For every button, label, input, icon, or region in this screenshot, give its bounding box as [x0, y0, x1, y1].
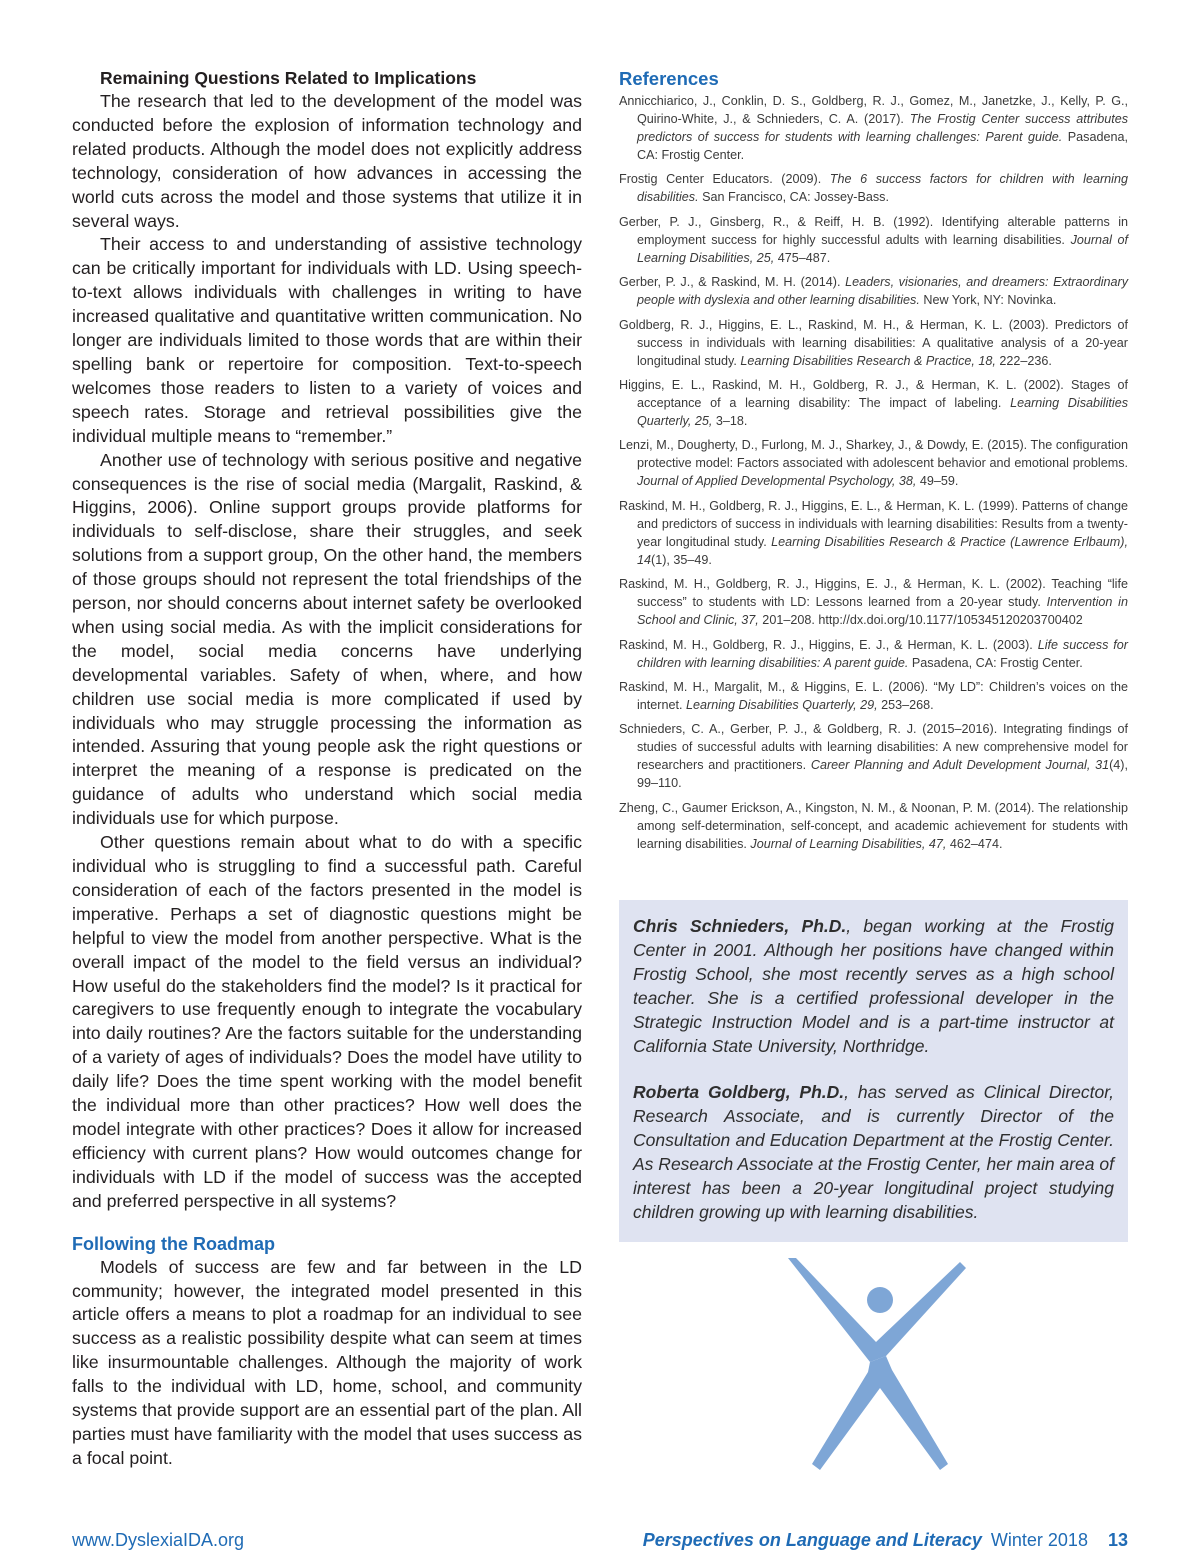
reference-item [619, 799, 1128, 853]
author-bio [633, 1080, 1114, 1224]
reference-source: Leaders, visionaries, and dreamers: Extraordinary people with dyslexia and other learning disabilities. [637, 275, 1129, 308]
reference-tail: New York, NY: Novinka. [919, 293, 1057, 308]
reference-item [619, 273, 1128, 309]
website-link[interactable]: www.DyslexiaIDA.org [72, 1530, 245, 1550]
page-number: 13 [1107, 1530, 1128, 1550]
reference-text: Goldberg, R. J., Higgins, E. L., Raskind, M. H., & Herman, K. L. (2003). Predictors of success in individuals with learning disabilities: A qualitative analysis of a 20-year longitudinal study. [619, 317, 1128, 368]
author-bio-box [619, 900, 1128, 1242]
footer-publication-info [643, 1530, 1128, 1551]
reference-source: Learning Disabilities Research & Practice, 18, [740, 353, 996, 368]
reference-tail: 222–236. [995, 353, 1052, 368]
section-heading: Following the Roadmap [72, 1233, 275, 1254]
reference-tail: 201–208. http://dx.doi.org/10.1177/105345120203700402 [758, 613, 1083, 628]
body-paragraph: Another use of technology with serious positive and negative consequences is the rise of social media (Margalit, Raskind, & Higgins, 2006). Online support groups provide platforms for individuals to self-disclose, share their struggles, and seek solutions from a support group, On the other hand, the members of those groups should not represent the total friendships of the person, nor should concerns about internet safety be overlooked when using social media. As with the implicit considerations for the model, social media concerns have underlying developmental variables. Safety of when, where, and how children use social media is more complicated if used by individuals who may struggle processing the information as intended. Assuring that young people ask the right questions or interpret the meaning of a response is predicated on the guidance of adults who understand which social media individuals use for which purpose. [72, 449, 582, 829]
reference-source: Intervention in School and Clinic, 37, [637, 595, 1128, 628]
reference-source: Learning Disabilities Quarterly, 25, [637, 395, 1128, 428]
reference-item [619, 636, 1128, 672]
body-paragraph: Their access to and understanding of assistive technology can be critically important for individuals with LD. Using speech-to-text allows individuals with challenges in writing to have increased qualitative and quantitative written communication. No longer are individuals limited to those words that are within their spelling bank or repertoire for composition. Text-to-speech welcomes those readers to listen to a variety of voices and speech rates. Storage and retrieval possibilities give the individual multiple means to “remember.” [72, 234, 582, 446]
reference-tail: 49–59. [916, 474, 959, 489]
reference-text: Raskind, M. H., Goldberg, R. J., Higgins, E. L., & Herman, K. L. (1999). Patterns of change and predictors of success in individuals with learning disabilities: Results from a twenty-year longitudinal study. [619, 498, 1128, 549]
reference-item [619, 720, 1128, 792]
reference-source: Learning Disabilities Research & Practice (Lawrence Erlbaum), 14 [637, 534, 1128, 567]
reference-item [619, 376, 1128, 430]
reference-item [619, 92, 1128, 164]
author-bio [633, 914, 1114, 1058]
reference-text: Raskind, M. H., Goldberg, R. J., Higgins, E. J., & Herman, K. L. (2003). [619, 637, 1038, 652]
references-heading: References [619, 68, 719, 89]
reference-tail: Pasadena, CA: Frostig Center. [908, 655, 1083, 670]
reference-item [619, 316, 1128, 370]
page-footer [72, 1530, 1128, 1554]
reference-item [619, 497, 1128, 569]
reference-tail: Pasadena, CA: Frostig Center. [637, 130, 1128, 162]
reference-text: Raskind, M. H., Margalit, M., & Higgins, E. L. (2006). “My LD”: Children’s voices on the internet. [619, 679, 1128, 712]
reference-source: Journal of Learning Disabilities, 25, [637, 232, 1128, 265]
reference-source: Career Planning and Adult Development Journal, 31 [810, 758, 1110, 773]
reference-tail: 3–18. [712, 413, 748, 428]
reference-text: Annicchiarico, J., Conklin, D. S., Goldberg, R. J., Gomez, M., Janetzke, J., Kelly, P. G., Quirino-White, J., & Schnieders, C. A. (2017). [619, 94, 1128, 126]
reference-source: Life success for children with learning disabilities: A parent guide. [637, 637, 1128, 670]
reference-tail: 475–487. [774, 250, 831, 265]
author-name: Chris Schnieders, Ph.D. [633, 916, 847, 936]
reference-source: Journal of Learning Disabilities, 47, [750, 836, 947, 851]
reference-text: Raskind, M. H., Goldberg, R. J., Higgins, E. J., & Herman, K. L. (2002). Teaching “life success” to students with LD: Lessons learned from a 20-year study. [619, 577, 1128, 610]
reference-item [619, 575, 1128, 629]
reference-text: Zheng, C., Gaumer Erickson, A., Kingston, N. M., & Noonan, P. M. (2014). The relationship among self-determination, self-concept, and academic achievement for students with learning disabilities. [619, 800, 1128, 851]
publication-title: Perspectives on Language and Literacy [642, 1530, 982, 1550]
body-paragraph: Other questions remain about what to do with a specific individual who is struggling to find a successful path. Careful consideration of each of the factors presented in the model is imperative. Perhaps a set of diagnostic questions might be helpful to view the model from another perspective. What is the overall impact of the model to the field versus an individual? How useful do the stakeholders find the model? Is it practical for caregivers to use frequently enough to integrate the vocabulary into daily routines? Are the factors suitable for the understanding of a variety of ages of individuals? Does the model have utility to daily life? Does the time spent working with the model benefit the individual more than other practices? How well does the model integrate with other practices? Does it allow for increased efficiency with current plans? How would outcomes change for individuals with LD if the model of success was the accepted and preferred perspective in all systems? [72, 832, 582, 1211]
references-column [619, 66, 1128, 859]
reference-item [619, 170, 1128, 206]
author-name: Roberta Goldberg, Ph.D. [633, 1082, 845, 1102]
reference-tail: 462–474. [946, 836, 1003, 851]
reference-text: Schnieders, C. A., Gerber, P. J., & Goldberg, R. J. (2015–2016). Integrating findings of studies of successful adults with learning disabilities: A new comprehensive model for researchers and practitioners. [619, 722, 1128, 773]
reference-text: Gerber, P. J., & Raskind, M. H. (2014). [619, 275, 846, 290]
body-paragraph: The research that led to the development of the model was conducted before the explosion of information technology and related products. Although the model does not explicitly address technology, consideration of how advances in accessing the world cuts across the model and those systems that utilize it in several ways. [72, 91, 582, 231]
reference-source: Journal of Applied Developmental Psychology, 38, [637, 474, 917, 489]
reference-tail: San Francisco, CA: Jossey-Bass. [698, 190, 889, 205]
author-bio-text: , began working at the Frostig Center in 2001. Although her positions have changed within Frostig School, she most recently serves as a high school teacher. She is a certified professional developer in the Strategic Instruction Model and is a part-time instructor at California State University, Northridge. [633, 916, 1114, 1056]
ida-figure-icon [788, 1258, 968, 1476]
reference-text: Frostig Center Educators. (2009). [619, 172, 830, 187]
reference-source: Learning Disabilities Quarterly, 29, [686, 697, 878, 712]
reference-item [619, 213, 1128, 267]
reference-item [619, 436, 1128, 490]
reference-list [619, 92, 1128, 853]
author-bio-text: , has served as Clinical Director, Research Associate, and is currently Director of the Consultation and Education Department at the Frostig Center. As Research Associate at the Frostig Center, her main area of interest has been a 20-year longitudinal project studying children growing up with learning disabilities. [633, 1082, 1114, 1222]
reference-source: The Frostig Center success attributes predictors of success for students with learning challenges: Parent guide. [637, 112, 1129, 144]
subheading: Remaining Questions Related to Implications [100, 68, 477, 88]
reference-text: Gerber, P. J., Ginsberg, R., & Reiff, H. B. (1992). Identifying alterable patterns in employment success for highly successful adults with learning disabilities. [619, 214, 1128, 247]
reference-text: Higgins, E. L., Raskind, M. H., Goldberg, R. J., & Herman, K. L. (2002). Stages of acceptance of a learning disability: The impact of labeling. [619, 377, 1128, 410]
body-paragraph: Models of success are few and far between in the LD community; however, the integrated model presented in this article offers a means to plot a roadmap for an individual to see success as a realistic possibility despite what can seem at times like insurmountable challenges. Although the majority of work falls to the individual with LD, home, school, and community systems that provide support are an essential part of the plan. All parties must have familiarity with the model that uses success as a focal point. [72, 1256, 583, 1468]
reference-tail: 253–268. [877, 697, 934, 712]
issue-label: Winter 2018 [990, 1530, 1088, 1550]
reference-tail: (1), 35–49. [651, 552, 712, 567]
main-article-column [72, 66, 582, 1471]
reference-item [619, 678, 1128, 714]
reference-source: The 6 success factors for children with learning disabilities. [637, 172, 1128, 205]
reference-text: Lenzi, M., Dougherty, D., Furlong, M. J., Sharkey, J., & Dowdy, E. (2015). The configuration protective model: Factors associated with adolescent behavior and emotional problems. [619, 438, 1128, 471]
reference-tail: (4), 99–110. [637, 758, 1128, 791]
